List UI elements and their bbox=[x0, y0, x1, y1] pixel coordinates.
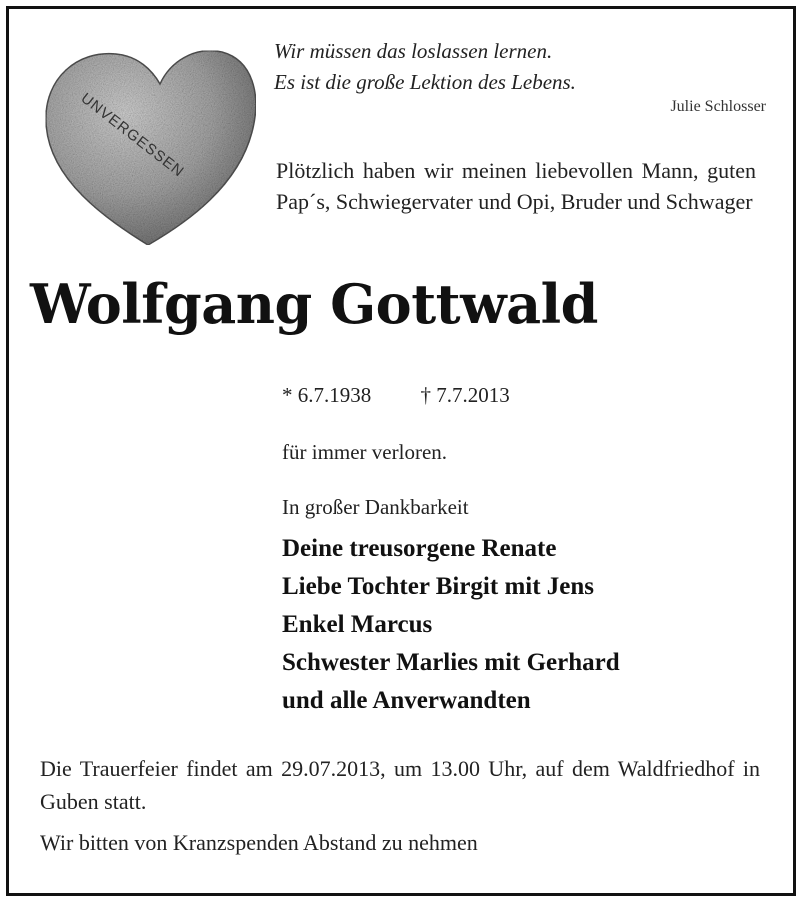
mourner-item: und alle Anverwandten bbox=[282, 687, 531, 714]
life-dates bbox=[282, 383, 554, 408]
birth-date: * 6.7.1938 bbox=[282, 383, 372, 407]
quote-author: Julie Schlosser bbox=[670, 98, 766, 115]
deceased-name: Wolfgang Gottwald bbox=[30, 272, 598, 336]
mourner-item: Enkel Marcus bbox=[282, 611, 433, 638]
lost-text: für immer verloren. bbox=[282, 440, 448, 464]
funeral-notice: Die Trauerfeier findet am 29.07.2013, um 13.00 Uhr, auf dem Waldfriedhof in Guben statt. bbox=[40, 756, 760, 814]
gratitude-line: In großer Dankbarkeit bbox=[282, 495, 469, 519]
closing-note: Wir bitten von Kranzspenden Abstand zu nehmen bbox=[40, 830, 478, 855]
mourners-list bbox=[282, 530, 620, 720]
mourner-item: Deine treusorgene Renate bbox=[282, 535, 557, 562]
stone-heart-icon bbox=[38, 40, 264, 250]
death-date: † 7.7.2013 bbox=[420, 383, 510, 407]
intro-text: Plötzlich haben wir meinen liebevollen Mann, guten Pap´s, Schwiegervater und Opi, Bruder und Schwager bbox=[276, 158, 756, 214]
mourner-item: Liebe Tochter Birgit mit Jens bbox=[282, 573, 595, 600]
quote bbox=[274, 36, 764, 98]
quote-line-1: Wir müssen das loslassen lernen. bbox=[274, 39, 553, 63]
quote-line-2: Es ist die große Lektion des Lebens. bbox=[274, 70, 576, 94]
heart-engraving: UNVERGESSEN bbox=[77, 89, 188, 181]
mourner-item: Schwester Marlies mit Gerhard bbox=[282, 649, 620, 676]
